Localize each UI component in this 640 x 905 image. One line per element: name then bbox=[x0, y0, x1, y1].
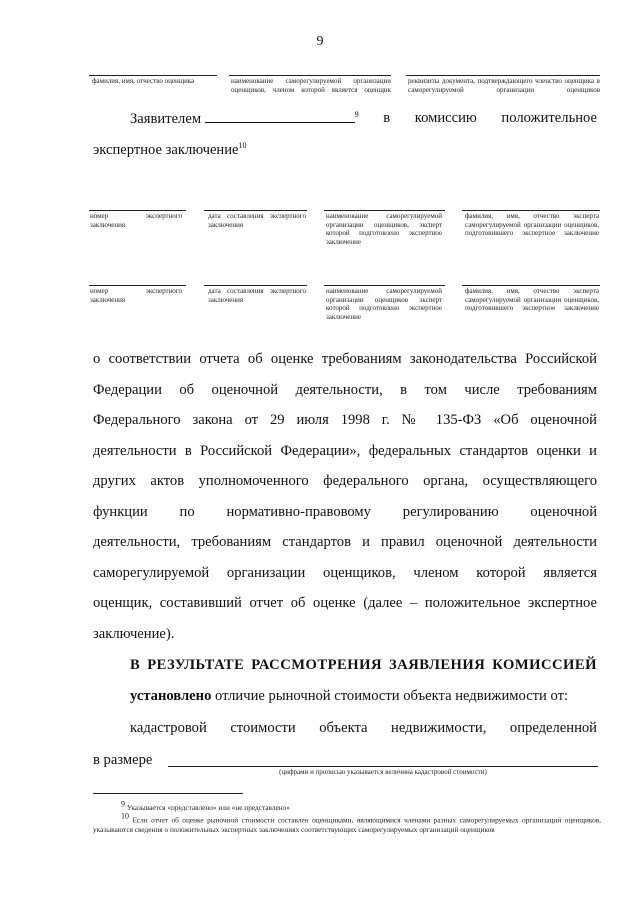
applicant-commission: комиссию bbox=[414, 110, 477, 126]
para-line: Федерации об оценочной деятельности, в том числе требованиям bbox=[93, 381, 597, 398]
amount-label: в размере bbox=[93, 752, 153, 768]
applicant-positive: положительное bbox=[501, 110, 597, 126]
footnote-ref-10: 10 bbox=[238, 141, 247, 150]
footnote-10-text: Если отчет об оценке рыночной стоимости составлен оценщиками, являющимися членами разных саморегулируемых организаций оценщиков, указываются сведения о положительных экспертных заключениях соответствующих саморегулируемых организаций оценщиков bbox=[93, 815, 601, 834]
applicant-blank bbox=[205, 122, 355, 123]
row2-line-3 bbox=[324, 285, 445, 286]
row1-line-4 bbox=[462, 210, 600, 211]
para-line: Федерального закона от 29 июля 1998 г. № 135-ФЗ «Об оценочной bbox=[93, 412, 597, 428]
applicant-preposition: в bbox=[383, 110, 391, 126]
row2-line-1 bbox=[89, 285, 186, 286]
footnote-ref-9: 9 bbox=[354, 110, 359, 119]
row2-expert-date: дата составления экспертного заключения bbox=[208, 287, 306, 304]
established-line bbox=[130, 688, 600, 705]
para-line: деятельности в Российской Федерации», федеральных стандартов оценки и bbox=[93, 442, 597, 459]
applicant-continuation: экспертное заключение$^{10}$ bbox=[93, 141, 247, 158]
established-bold: установлено bbox=[130, 688, 212, 704]
page-number: 9 bbox=[316, 34, 324, 49]
row2-expert-number: номер экспертного заключения bbox=[90, 287, 182, 304]
para-line: функции по нормативно-правовому регулированию оценочной bbox=[93, 503, 597, 520]
result-heading: В РЕЗУЛЬТАТЕ РАССМОТРЕНИЯ ЗАЯВЛЕНИЯ КОМИССИЕЙ bbox=[130, 657, 597, 673]
applicant-line bbox=[130, 110, 597, 128]
row1-expert-sro: наименование саморегулируемой организации оценщиков, эксперт которой подготовлено экспертное заключение bbox=[326, 212, 442, 246]
caption-sro-name: наименование саморегулируемой организации оценщиков, членом которой является оценщик bbox=[231, 77, 391, 94]
footnote-10-number: 10 bbox=[121, 812, 129, 821]
caption-appraiser-name: фамилия, имя, отчество оценщика bbox=[92, 77, 195, 85]
row2-expert-sro: наименование саморегулируемой организации оценщиков эксперт которой подготовлено экспертное заключение bbox=[326, 287, 442, 321]
para-line: оценщик, составивший отчет об оценке (далее – положительное экспертное bbox=[93, 595, 597, 611]
footnote-10 bbox=[93, 812, 601, 834]
para-line: других актов уполномоченного федерального органа, осуществляющего bbox=[93, 473, 597, 489]
para-line: саморегулируемой организации оценщиков, членом которой является bbox=[93, 564, 597, 581]
row1-line-1 bbox=[89, 210, 186, 211]
footnote-9-number: 9 bbox=[121, 800, 125, 809]
amount-caption: (цифрами и прописью указывается величина кадастровой стоимости) bbox=[279, 768, 487, 776]
footnote-9-text: Указывается «представлено» или «не представлено» bbox=[126, 803, 290, 813]
amount-blank bbox=[168, 766, 598, 767]
row2-expert-name: фамилия, имя, отчество эксперта саморегулируемой организации оценщиков, подготовившего экспертное заключение bbox=[465, 287, 599, 312]
row2-line-2 bbox=[204, 285, 307, 286]
para-line: о соответствии отчета об оценке требованиям законодательства Российской bbox=[93, 351, 597, 367]
main-paragraph bbox=[93, 344, 597, 649]
row1-expert-date: дата составления экспертного заключения bbox=[208, 212, 306, 229]
row1-expert-name: фамилия, имя, отчество эксперта саморегулируемой организации оценщиков, подготовившего экспертное заключение bbox=[465, 212, 599, 237]
row2-line-4 bbox=[462, 285, 600, 286]
cadastral-line: кадастровой стоимости объекта недвижимости, определенной bbox=[130, 720, 597, 736]
footnote-9 bbox=[93, 800, 601, 813]
footnote-separator bbox=[93, 793, 243, 794]
applicant-word: Заявителем $^9$ bbox=[130, 110, 359, 127]
para-line: заключение). bbox=[93, 625, 175, 642]
row1-line-3 bbox=[324, 210, 445, 211]
row1-line-2 bbox=[204, 210, 307, 211]
row1-expert-number: номер экспертного заключения bbox=[90, 212, 182, 229]
top-line-middle bbox=[229, 75, 391, 76]
top-line-right bbox=[406, 75, 600, 76]
caption-membership-document: реквизиты документа, подтверждающего членство оценщика в саморегулируемой организации оценщиков bbox=[408, 77, 600, 94]
top-line-left bbox=[89, 75, 217, 76]
established-rest: отличие рыночной стоимости объекта недвижимости от: bbox=[215, 688, 569, 704]
para-line: деятельности, требованиям стандартов и правил оценочной деятельности bbox=[93, 534, 597, 550]
